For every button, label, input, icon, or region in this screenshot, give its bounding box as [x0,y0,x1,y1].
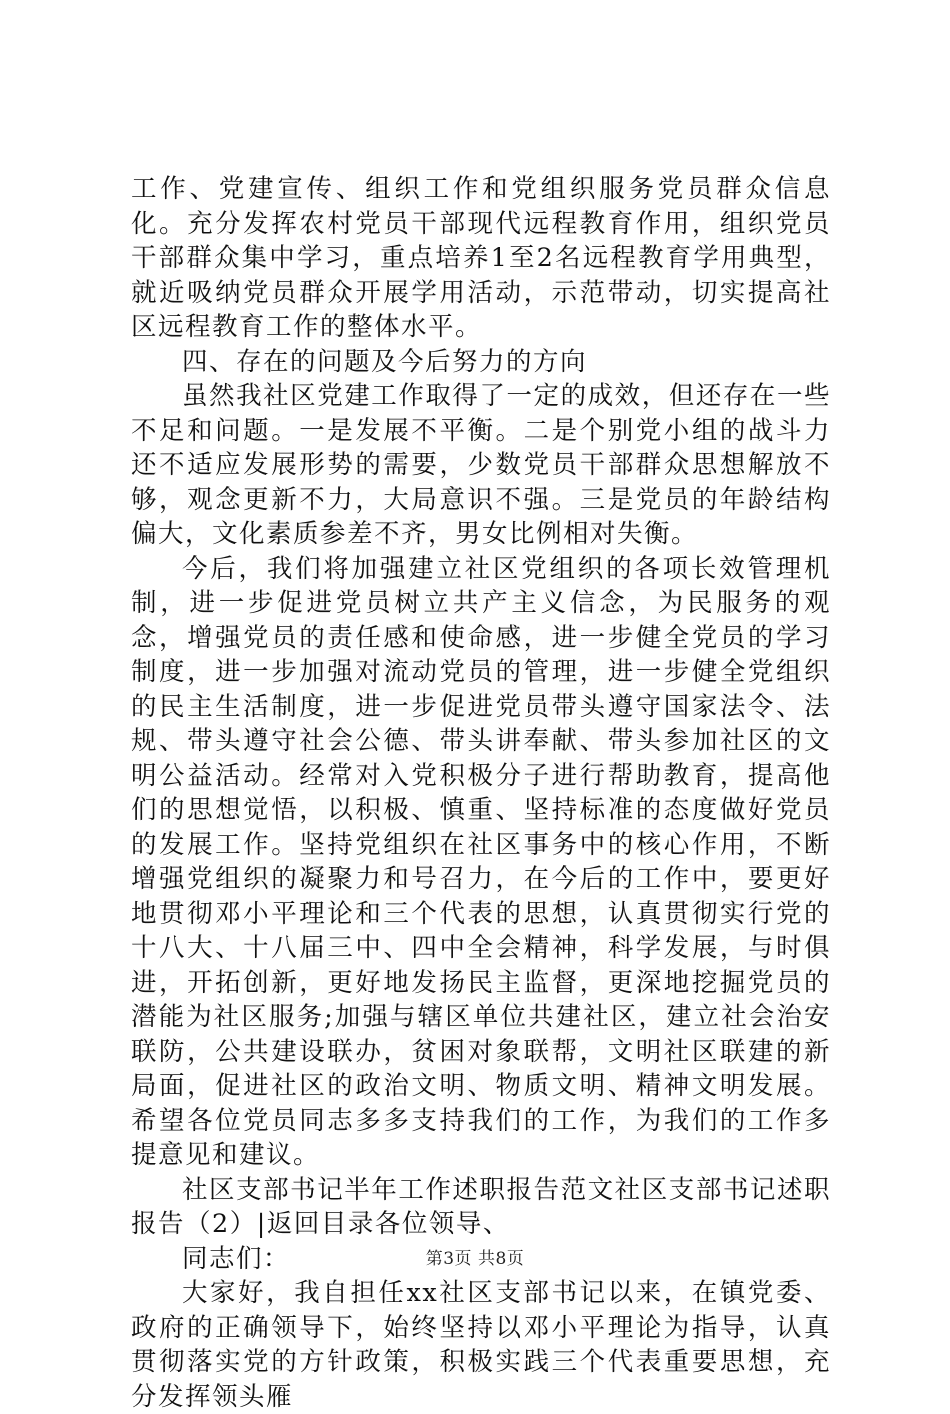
salutation: 同志们： [182,1243,291,1274]
paragraph-future-plans: 今后，我们将加强建立社区党组织的各项长效管理机制，进一步促进党员树立共产主义信念，为民服务的观念，增强党员的责任感和使命感，进一步健全党员的学习制度，进一步加强对流动党员的管理，进一步健全党组织的民主生活制度，进一步促进党员带头遵守国家法令、法规、带头遵守社会公德、带头讲奉献、带头参加社区的文明公益活动。经常对入党积极分子进行帮助教育，提高他们的思想觉悟，以积极、慎重、坚持标准的态度做好党员的发展工作。坚持党组织在社区事务中的核心作用，不断增强党组织的凝聚力和号召力，在今后的工作中，要更好地贯彻邓小平理论和三个代表的思想，认真贯彻实行党的十八大、十八届三中、四中全会精神，科学发展，与时俱进，开拓创新，更好地发扬民主监督，更深地挖掘党员的潜能为社区服务;加强与辖区单位共建社区，建立社会治安联防，公共建设联办，贫困对象联帮，文明社区联建的新局面，促进社区的政治文明、物质文明、精神文明发展。希望各位党员同志多多支持我们的工作，为我们的工作多提意见和建议。 [131,553,831,1170]
report-title-line: 社区支部书记半年工作述职报告范文社区支部书记述职报告（2）|返回目录各位领导、 [131,1174,831,1239]
page-number-footer: 第3页 共8页 [425,1249,525,1269]
paragraph-continuation: 工作、党建宣传、组织工作和党组织服务党员群众信息化。充分发挥农村党员干部现代远程教育作用，组织党员干部群众集中学习，重点培养1至2名远程教育学用典型，就近吸纳党员群众开展学用活动，示范带动，切实提高社区远程教育工作的整体水平。 [131,174,831,342]
paragraph-opening: 大家好，我自担任xx社区支部书记以来，在镇党委、政府的正确领导下，始终坚持以邓小平理论为指导，认真贯彻落实党的方针政策，积极实践三个代表重要思想，充分发挥领头雁 [131,1278,831,1412]
document-body [131,172,831,1414]
section-heading: 四、存在的问题及今后努力的方向 [182,346,588,377]
paragraph-problems: 虽然我社区党建工作取得了一定的成效，但还存在一些不足和问题。一是发展不平衡。二是个别党小组的战斗力还不适应发展形势的需要，少数党员干部群众思想解放不够，观念更新不力，大局意识不强。三是党员的年龄结构偏大，文化素质参差不齐，男女比例相对失衡。 [131,381,831,549]
